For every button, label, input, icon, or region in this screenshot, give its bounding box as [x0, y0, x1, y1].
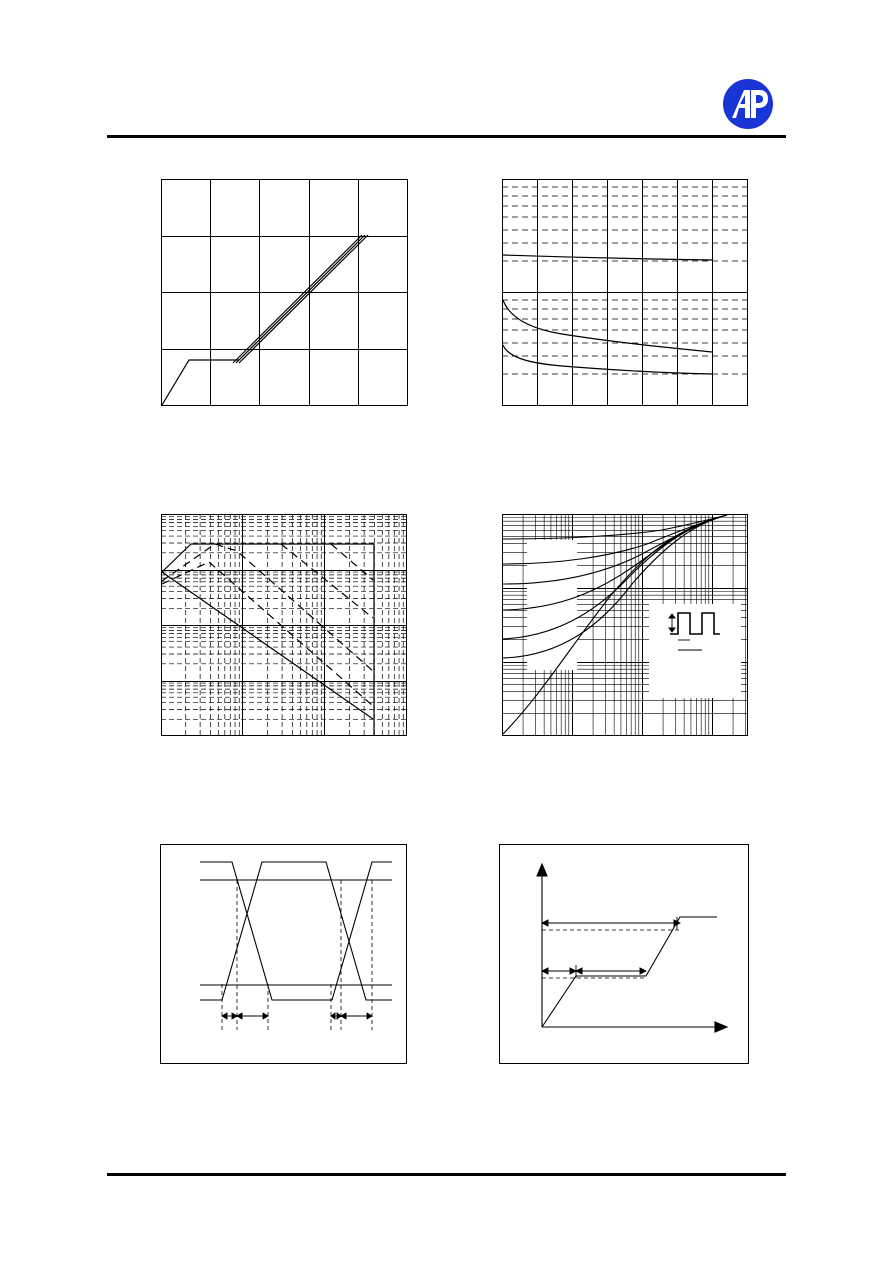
- figure-4-chart: [502, 514, 748, 736]
- figure-1-curve: [162, 235, 368, 405]
- figure-3-chart: [161, 514, 407, 736]
- figure-2-chart: [502, 179, 748, 406]
- footer-rule: [107, 1173, 786, 1176]
- company-logo: [722, 78, 774, 130]
- figure-6-waveform: [499, 844, 749, 1064]
- figure-5-waveform: [160, 844, 407, 1064]
- figure-1-chart: [161, 179, 408, 406]
- header-rule: [107, 135, 786, 138]
- figure-3-pulse-3: [281, 544, 373, 618]
